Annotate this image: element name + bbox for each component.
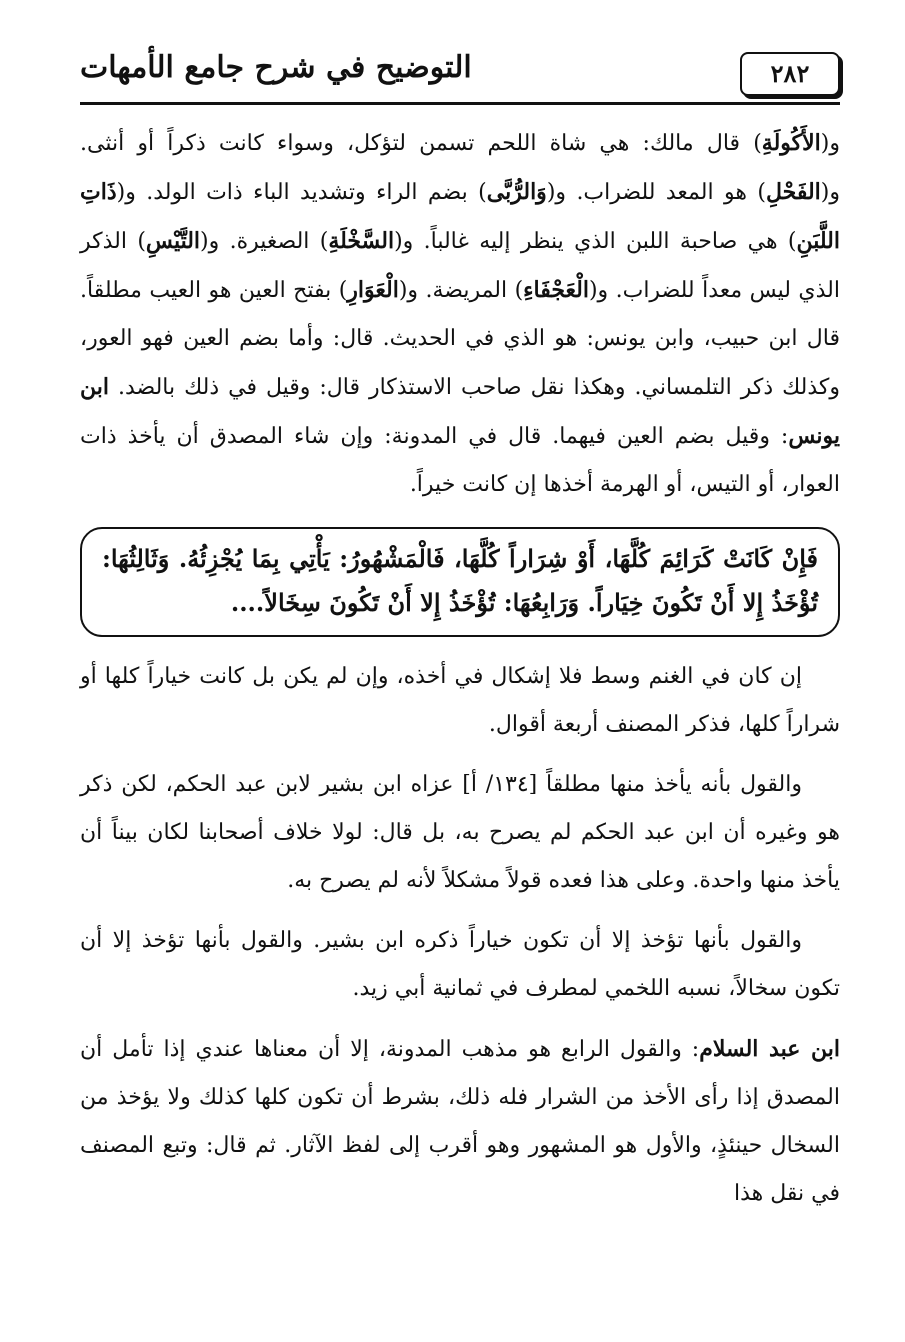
defined-term: ذَاتِ اللَّبَنِ bbox=[80, 179, 840, 254]
commentary-paragraph-4: والقول بأنها تؤخذ إلا أن تكون خياراً ذكره ابن بشير. والقول بأنها تؤخذ إلا أن تكون سخالاً، نسبه اللخمي لمطرف في ثمانية أبي زيد. bbox=[80, 928, 840, 1001]
defined-term: الأَكُولَةِ bbox=[761, 130, 821, 156]
book-page bbox=[80, 40, 840, 1300]
text-fragment: ) هي صاحبة اللبن الذي ينظر إليه غالباً. و( bbox=[394, 229, 797, 254]
commentary-paragraph-3: والقول بأنه يأخذ منها مطلقاً [١٣٤/ أ] عزاه ابن بشير لابن عبد الحكم، لكن ذكر هو وغيره أن ابن عبد الحكم لم يصرح به، بل قال: لولا خلاف أصحابنا لكان بيناً أن يأخذ منها واحدة. وعلى هذا فعده قولاً مشكلاً لأنه لم يصرح به. bbox=[80, 772, 840, 893]
commentary-paragraph-2: إن كان في الغنم وسط فلا إشكال في أخذه، وإن لم يكن بل كانت خياراً كلها أو شراراً كلها، فذكر المصنف أربعة أقوال. bbox=[80, 664, 840, 737]
cited-scholar: ابن عبد السلام bbox=[699, 1036, 840, 1062]
matn-quote-box: فَإِنْ كَانَتْ كَرَائِمَ كُلَّهَا، أَوْ شِرَاراً كُلَّهَا، فَالْمَشْهُورُ: يَأْتِي بِمَا يُجْزِئُهُ. وَثَالِثُهَا: تُؤْخَذُ إِلا أَنْ تَكُونَ خِيَاراً. وَرَابِعُهَا: تُؤْخَذُ إِلا أَنْ تَكُونَ سِخَالاً.... bbox=[80, 527, 840, 637]
book-title: التوضيح في شرح جامع الأمهات bbox=[80, 50, 472, 85]
page-number: ٢٨٢ bbox=[740, 52, 840, 96]
text-fragment: : والقول الرابع هو مذهب المدونة، إلا أن معناها عندي إذا تأمل أن المصدق إذا رأى الأخذ من الشرار فله ذلك، بشرط أن تكون كلها كذلك ولا يؤخذ من السخال حينئذٍ، والأول هو المشهور وهو أقرب إلى لفظ الآثار. ثم قال: وتبع المصنف في نقل هذا bbox=[80, 1037, 840, 1206]
defined-term: التَّيْسِ bbox=[145, 228, 201, 254]
text-fragment: ) هو المعد للضراب. و( bbox=[546, 180, 766, 205]
text-fragment: ) الذكر الذي ليس معداً للضراب. و( bbox=[80, 229, 840, 303]
defined-term: الفَحْلِ bbox=[765, 179, 821, 205]
text-fragment: و( bbox=[820, 131, 840, 156]
defined-term: السَّخْلَةِ bbox=[328, 228, 395, 254]
text-fragment: ) الصغيرة. و( bbox=[200, 229, 329, 254]
page-content bbox=[80, 119, 840, 1218]
defined-term: الْعَجْفَاءِ bbox=[523, 277, 589, 303]
page-header bbox=[80, 40, 840, 105]
text-fragment: : وقيل بضم العين فيهما. قال في المدونة: وإن شاء المصدق أن يأخذ ذات العوار، أو التيس، أو الهرمة أخذها إن كانت خيراً. bbox=[80, 424, 840, 497]
text-fragment: ) بضم الراء وتشديد الباء ذات الولد. و( bbox=[116, 180, 487, 205]
commentary-paragraph-5 bbox=[80, 1025, 840, 1218]
text-fragment: ) قال مالك: هي شاة اللحم تسمن لتؤكل، وسواء كانت ذكراً أو أنثى. و( bbox=[80, 131, 840, 205]
defined-term: وَالرُّبَّى bbox=[486, 179, 547, 205]
defined-term: الْعَوَارِ bbox=[347, 277, 399, 303]
text-fragment: ) بفتح العين هو العيب مطلقاً. قال ابن حبيب، وابن يونس: هو الذي في الحديث. قال: وأما بضم العين فهو العور، وكذلك ذكر التلمساني. وهكذا نقل صاحب الاستذكار قال: وقيل في ذلك بالضد. bbox=[80, 278, 840, 400]
cited-scholar: ابن يونس bbox=[80, 374, 840, 449]
commentary-paragraph-1 bbox=[80, 119, 840, 509]
text-fragment: ) المريضة. و( bbox=[398, 278, 524, 303]
